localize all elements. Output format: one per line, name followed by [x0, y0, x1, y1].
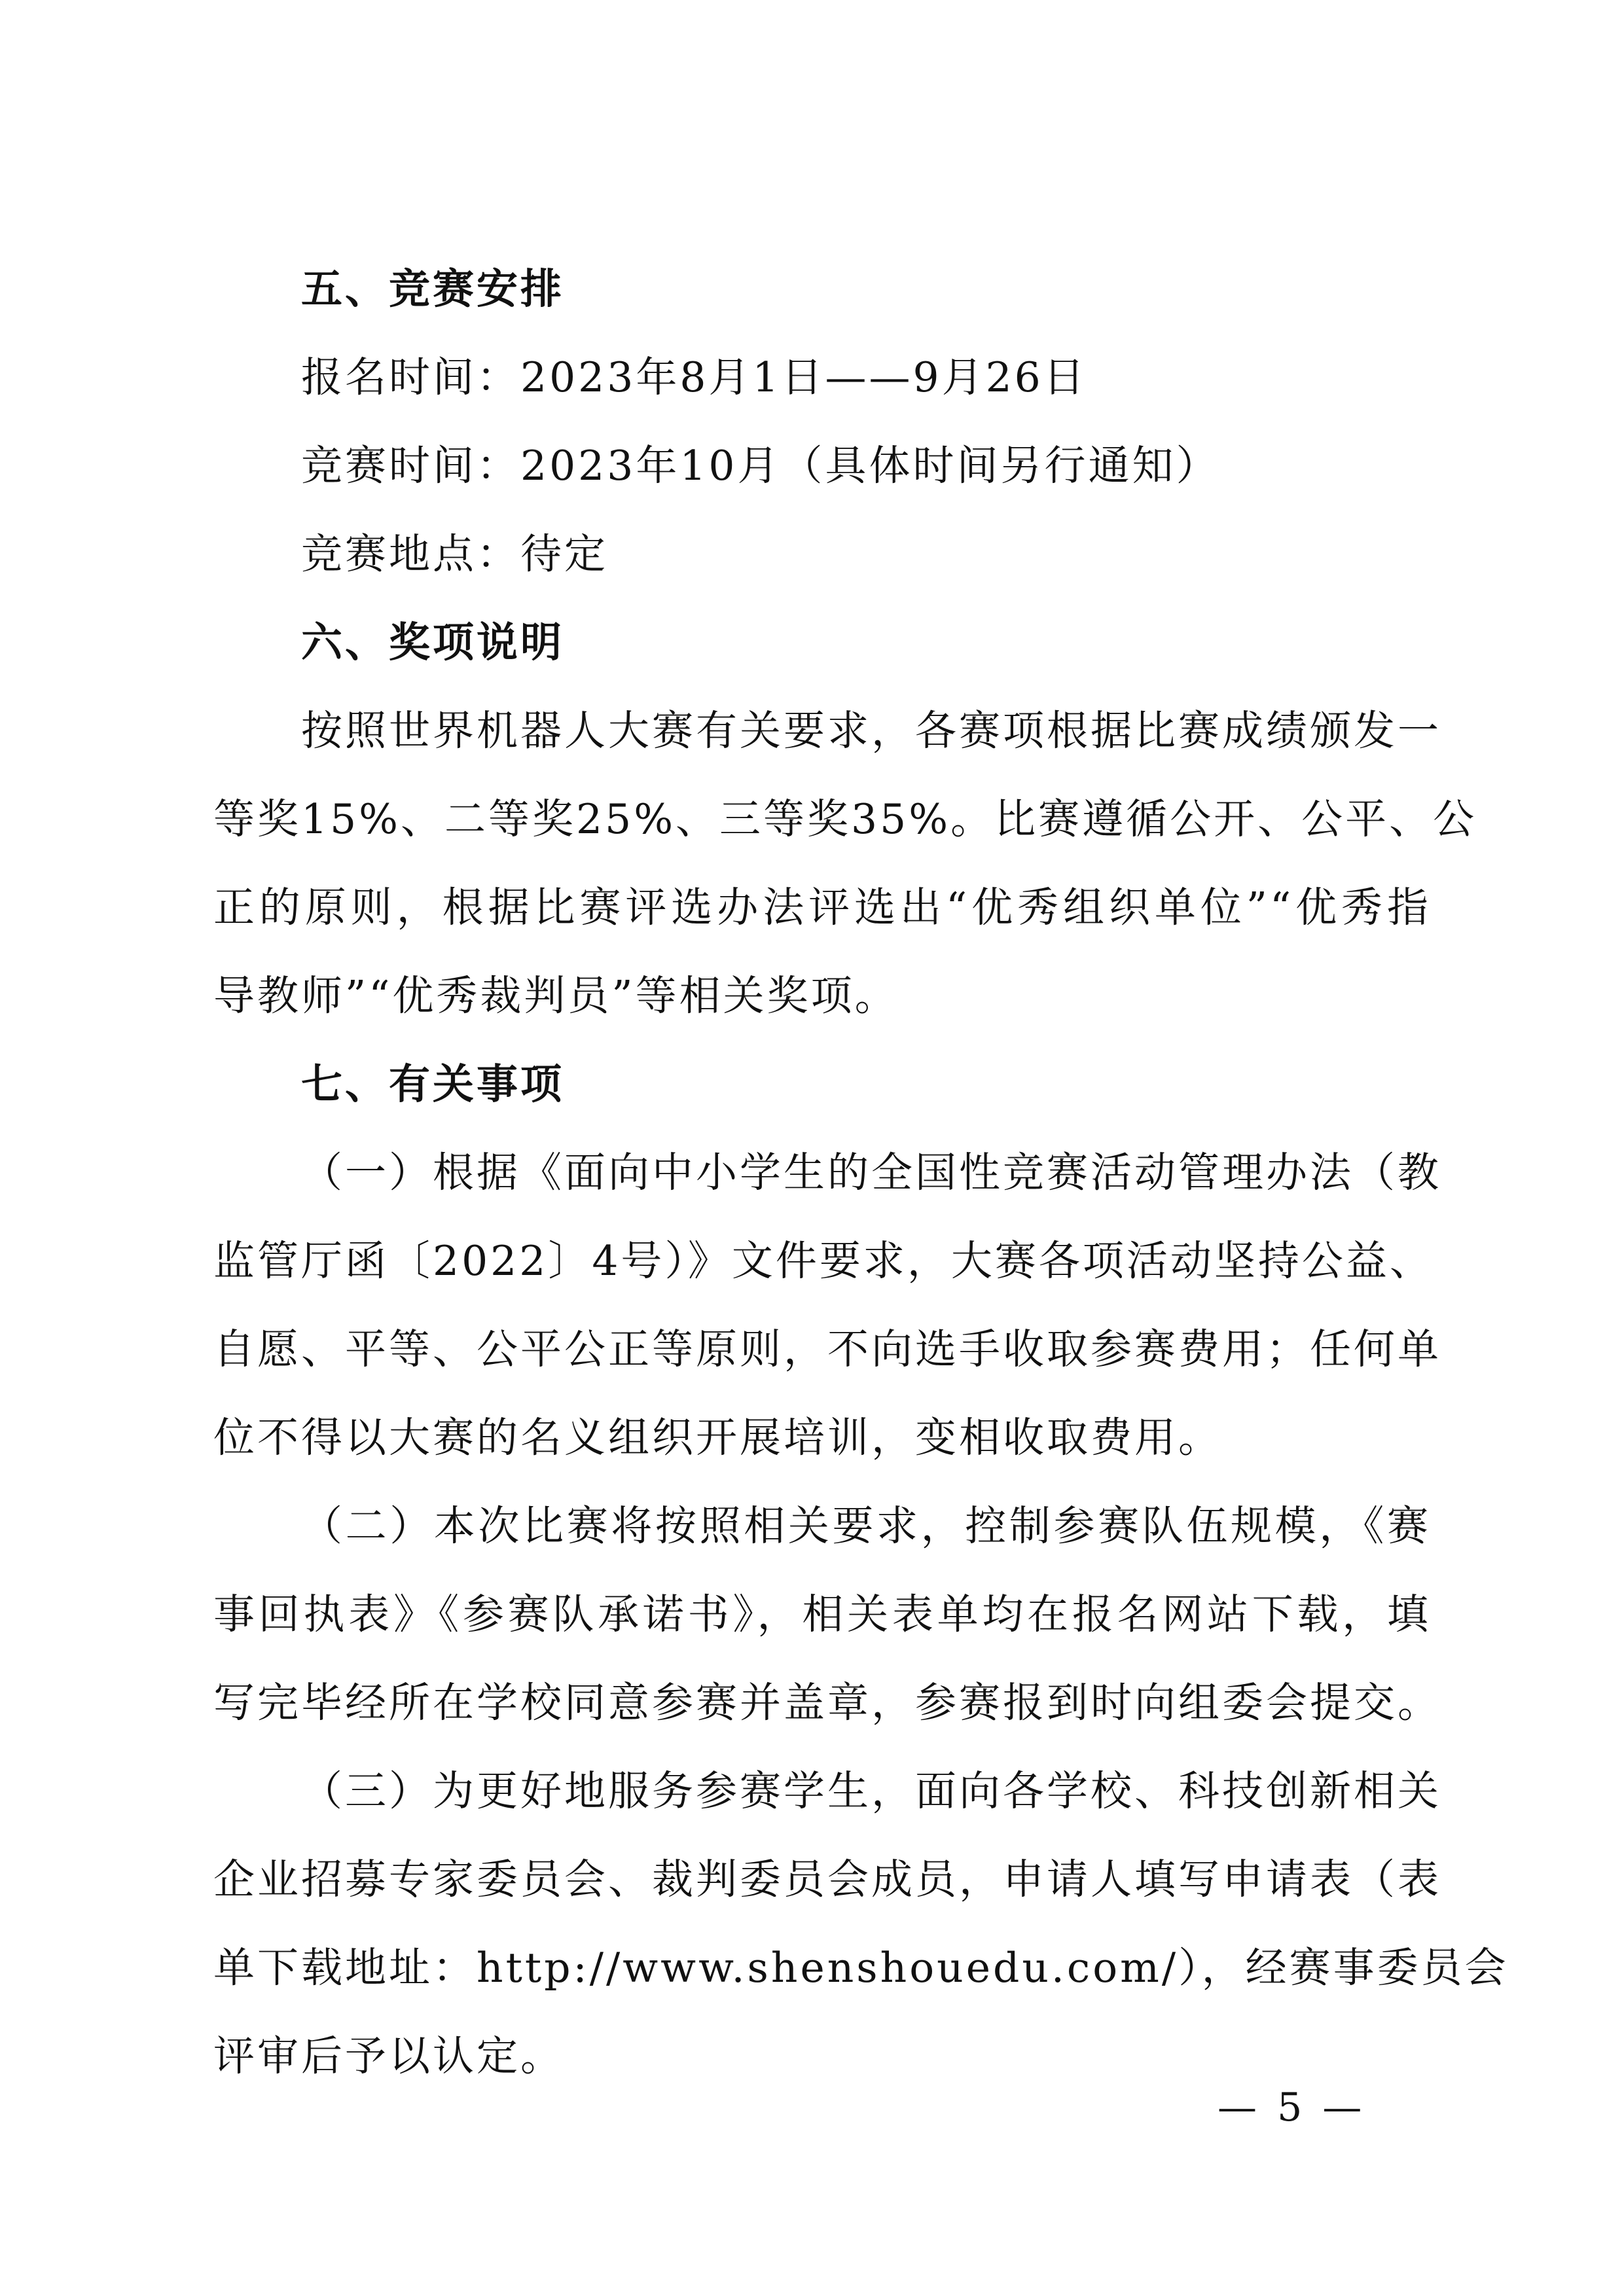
section-heading-award-description: 六、奖项说明	[301, 619, 564, 666]
item-one-line: 位不得以大赛的名义组织开展培训，变相收取费用。	[213, 1414, 1222, 1462]
item-three-line: 单下载地址：http://www.shenshouedu.com/），经赛事委员会	[213, 1944, 1509, 1992]
item-one-line: 监管厅函〔2022〕4号）》文件要求，大赛各项活动坚持公益、	[213, 1237, 1434, 1285]
award-paragraph-line: 按照世界机器人大赛有关要求，各赛项根据比赛成绩颁发一	[301, 707, 1441, 755]
item-two-line: （二）本次比赛将按照相关要求，控制参赛队伍规模，《赛	[301, 1502, 1431, 1550]
item-three-line: 企业招募专家委员会、裁判委员会成员，申请人填写申请表（表	[213, 1856, 1441, 1903]
page-number: — 5 —	[1218, 2085, 1366, 2130]
item-two-line: 事回执表》《参赛队承诺书》，相关表单均在报名网站下载，填	[213, 1590, 1431, 1638]
section-heading-related-matters: 七、有关事项	[301, 1060, 564, 1108]
award-paragraph-line: 导教师”“优秀裁判员”等相关奖项。	[213, 972, 899, 1020]
registration-time-line: 报名时间：2023年8月1日——9月26日	[301, 353, 1087, 401]
competition-venue-line: 竞赛地点：待定	[301, 530, 608, 578]
award-paragraph-line: 等奖15%、二等奖25%、三等奖35%。比赛遵循公开、公平、公	[213, 795, 1477, 843]
item-one-line: （一）根据《面向中小学生的全国性竞赛活动管理办法（教	[301, 1149, 1441, 1196]
item-three-line: 评审后予以认定。	[213, 2032, 564, 2080]
item-two-line: 写完毕经所在学校同意参赛并盖章，参赛报到时向组委会提交。	[213, 1679, 1441, 1727]
item-one-line: 自愿、平等、公平公正等原则，不向选手收取参赛费用；任何单	[213, 1325, 1441, 1373]
award-paragraph-line: 正的原则，根据比赛评选办法评选出“优秀组织单位”“优秀指	[213, 884, 1431, 931]
competition-time-line: 竞赛时间：2023年10月（具体时间另行通知）	[301, 442, 1220, 490]
item-three-line: （三）为更好地服务参赛学生，面向各学校、科技创新相关	[301, 1767, 1441, 1815]
section-heading-competition-arrangement: 五、竞赛安排	[301, 265, 564, 313]
